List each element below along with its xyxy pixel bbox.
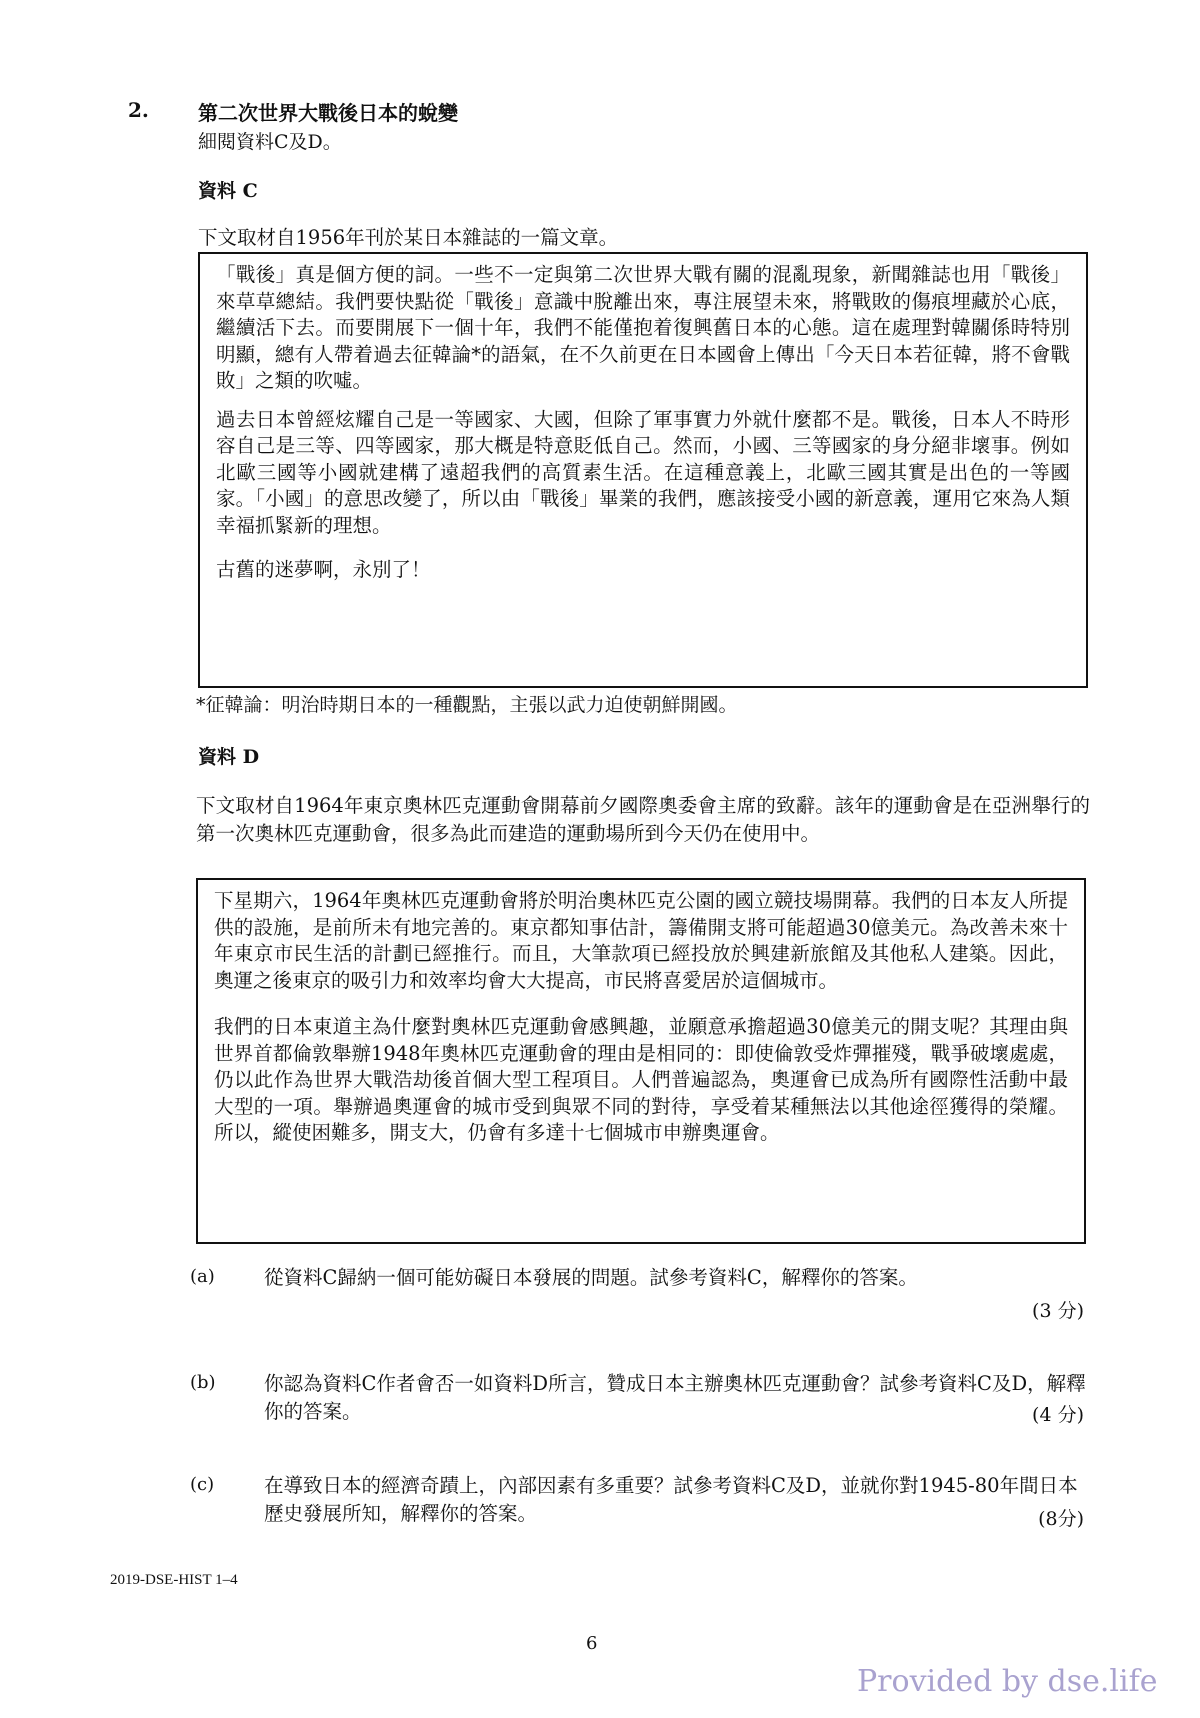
- source-d-box: [196, 878, 1086, 1244]
- source-d-paragraph: 下星期六，1964年奧林匹克運動會將於明治奧林匹克公園的國立競技場開幕。我們的日本友人所提供的設施，是前所未有地完善的。東京都知事估計，籌備開支將可能超過30億美元。為改善未來十年東京市民生活的計劃已經推行。而且，大筆款項已經投放於興建新旅館及其他私人建築。因此，奧運之後東京的吸引力和效率均會大大提高，市民將喜愛居於這個城市。: [214, 889, 1068, 992]
- question-number: 2.: [128, 98, 149, 122]
- source-c-paragraph: 「戰後」真是個方便的詞。一些不一定與第二次世界大戰有關的混亂現象，新聞雜誌也用「戰後」來草草總結。我們要快點從「戰後」意識中脫離出來，專注展望未來，將戰敗的傷痕埋藏於心底，繼續活下去。而要開展下一個十年，我們不能僅抱着復興舊日本的心態。這在處理對韓關係時特別明顯，總有人帶着過去征韓論*的語氣，在不久前更在日本國會上傳出「今天日本若征韓，將不會戰敗」之類的吹噓。: [216, 263, 1070, 392]
- sub-question-letter-a: (a): [190, 1266, 215, 1287]
- question-title: 第二次世界大戰後日本的蛻變: [198, 101, 458, 125]
- sub-question-marks-c: (8分): [1038, 1508, 1084, 1530]
- source-c-box: [198, 252, 1088, 688]
- source-c-paragraph: 過去日本曾經炫耀自己是一等國家、大國，但除了軍事實力外就什麼都不是。戰後，日本人不時形容自己是三等、四等國家，那大概是特意貶低自己。然而，小國、三等國家的身分絕非壞事。例如北歐三國等小國就建構了遠超我們的高質素生活。在這種意義上，北歐三國其實是出色的一等國家。「小國」的意思改變了，所以由「戰後」畢業的我們，應該接受小國的新意義，運用它來為人類幸福抓緊新的理想。: [216, 407, 1070, 537]
- sub-question-text-a: 從資料C歸納一個可能妨礙日本發展的問題。試參考資料C，解釋你的答案。: [264, 1266, 918, 1289]
- sub-question-marks-a: (3 分): [1032, 1300, 1084, 1322]
- question-instruction: 細閱資料C及D。: [198, 131, 342, 153]
- source-d-heading: 資料 D: [198, 746, 260, 768]
- sub-question-text-b: 你認為資料C作者會否一如資料D所言，贊成日本主辦奧林匹克運動會？試參考資料C及D，解釋你的答案。: [264, 1372, 1086, 1423]
- page-number: 6: [586, 1633, 598, 1654]
- source-d-intro: 下文取材自1964年東京奧林匹克運動會開幕前夕國際奧委會主席的致辭。該年的運動會是在亞洲舉行的第一次奧林匹克運動會，很多為此而建造的運動場所到今天仍在使用中。: [196, 794, 1090, 845]
- sub-question-text-c: 在導致日本的經濟奇蹟上，內部因素有多重要？試參考資料C及D，並就你對1945-80年間日本歷史發展所知，解釋你的答案。: [264, 1474, 1078, 1525]
- sub-question-marks-b: (4 分): [1032, 1404, 1084, 1426]
- sub-question-letter-c: (c): [190, 1474, 215, 1495]
- source-c-footnote: *征韓論：明治時期日本的一種觀點，主張以武力迫使朝鮮開國。: [196, 694, 738, 716]
- sub-question-letter-b: (b): [190, 1372, 216, 1393]
- source-c-heading: 資料 C: [198, 180, 258, 202]
- paper-code: 2019-DSE-HIST 1–4: [110, 1572, 238, 1588]
- watermark: Provided by dse.life: [857, 1664, 1158, 1699]
- source-d-paragraph: 我們的日本東道主為什麼對奧林匹克運動會感興趣，並願意承擔超過30億美元的開支呢？其理由與世界首都倫敦舉辦1948年奧林匹克運動會的理由是相同的：即使倫敦受炸彈摧殘，戰爭破壞處處，仍以此作為世界大戰浩劫後首個大型工程項目。人們普遍認為，奧運會已成為所有國際性活動中最大型的一項。舉辦過奧運會的城市受到與眾不同的對待，享受着某種無法以其他途徑獲得的榮耀。所以，縱使困難多，開支大，仍會有多達十七個城市申辦奧運會。: [214, 1015, 1068, 1144]
- source-c-intro: 下文取材自1956年刊於某日本雜誌的一篇文章。: [198, 226, 619, 249]
- source-c-closing-line: 古舊的迷夢啊，永別了！: [216, 558, 431, 581]
